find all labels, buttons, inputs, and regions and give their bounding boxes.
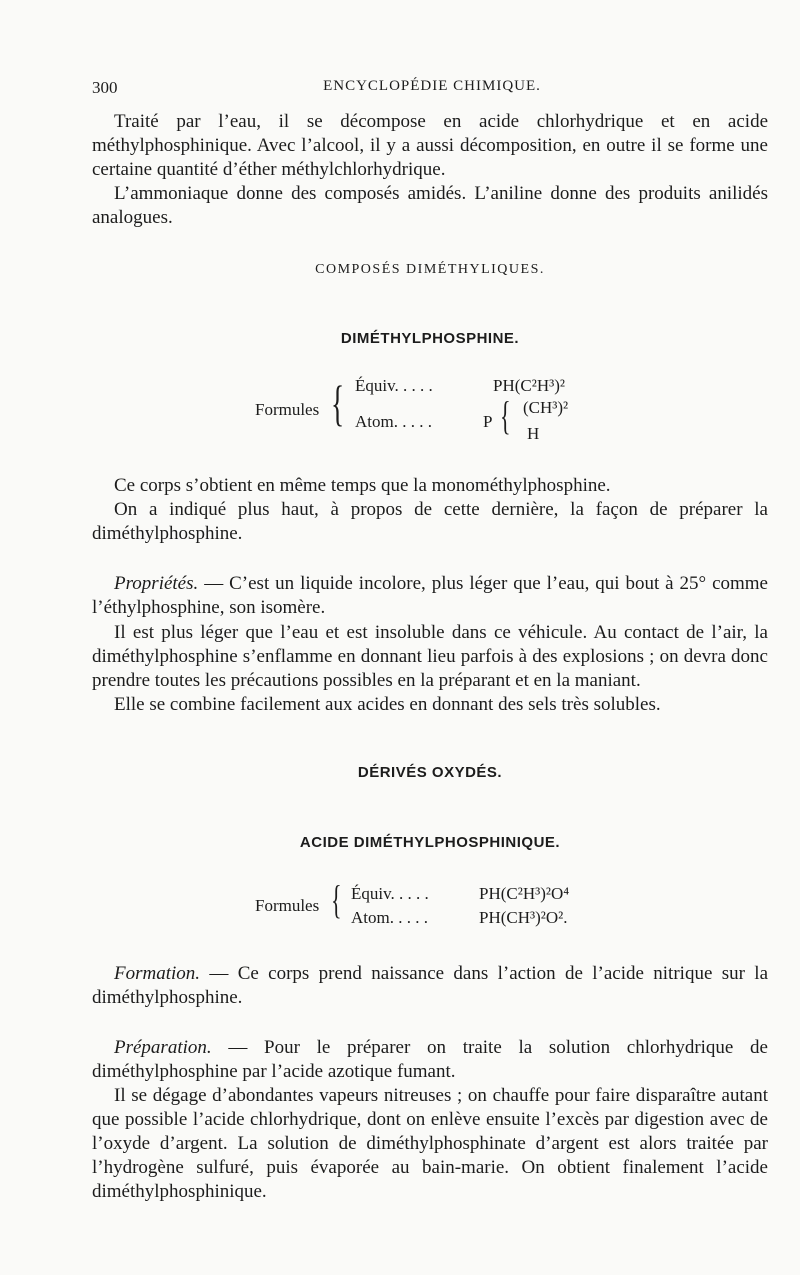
atom-label: Atom. . . . . xyxy=(355,412,432,431)
acid-atom-label: Atom. . . . . xyxy=(351,908,428,927)
compound-title-dimethylphosphine: DIMÉTHYLPHOSPHINE. xyxy=(340,330,520,347)
dimethylphosphine-paragraph-2: On a indiqué plus haut, à propos de cette dernière, la façon de préparer la diméthylphosphine. xyxy=(92,499,768,544)
left-brace-icon: { xyxy=(331,375,345,431)
running-header xyxy=(92,78,772,100)
acid-left-brace-icon: { xyxy=(331,877,342,922)
formula-block-dimethylphosphine xyxy=(255,372,595,452)
atom-group-methyl: (CH³)² xyxy=(523,398,569,417)
acid-formulas-label: Formules xyxy=(255,896,320,915)
compound-title-acid: ACIDE DIMÉTHYLPHOSPHINIQUE. xyxy=(299,834,561,851)
formation-text: — Ce corps prend naissance dans l’action de l’acide nitrique sur la diméthylphosphine. xyxy=(92,963,768,1008)
atom-p: P xyxy=(483,412,493,431)
properties-paragraph xyxy=(92,572,768,620)
intro-paragraph-1: Traité par l’eau, il se décompose en acide chlorhydrique et en acide méthylphosphinique. Avec l’alcool, il y a aussi décomposition, en outre il se forme une certaine quantité d’éther méthylchlorhydrique. xyxy=(92,111,768,180)
page-number: 300 xyxy=(92,78,118,97)
preparation-label: Préparation. xyxy=(114,1037,212,1058)
dimethylphosphine-paragraph-5: Elle se combine facilement aux acides en donnant des sels très solubles. xyxy=(114,694,661,715)
properties-text: — C’est un liquide incolore, plus léger que l’eau, qui bout à 25° comme l’éthylphosphine, son isomère. xyxy=(92,573,768,618)
formation-label: Formation. xyxy=(114,963,201,984)
formula-block-acid xyxy=(255,877,595,936)
formulas-label: Formules xyxy=(255,400,320,419)
acid-atom-formula: PH(CH³)²O². xyxy=(479,908,568,927)
preparation-text: — Pour le préparer on traite la solution chlorhydrique de diméthylphosphine par l’acide azotique fumant. xyxy=(92,1037,768,1082)
preparation-paragraph xyxy=(92,1036,768,1084)
intro-paragraph-2: L’ammoniaque donne des composés amidés. L’aniline donne des produits anilidés analogues. xyxy=(92,183,768,228)
section-title: COMPOSÉS DIMÉTHYLIQUES. xyxy=(315,262,545,277)
equiv-formula: PH(C²H³)² xyxy=(493,376,565,395)
formation-paragraph xyxy=(92,962,768,1010)
acid-paragraph-3: Il se dégage d’abondantes vapeurs nitreuses ; on chauffe pour faire disparaître autant que possible l’acide chlorhydrique, dont on enlève ensuite l’excès par digestion avec de l’oxyde d’argent. La solution de diméthylphosphinate d’argent est alors traitée par l’hydrogène sulfuré, puis évaporée au bain-marie. On obtient finalement l’acide diméthylphosphinique. xyxy=(92,1085,768,1202)
acid-equiv-formula: PH(C²H³)²O⁴ xyxy=(479,884,570,903)
small-brace-icon: { xyxy=(500,393,511,438)
dimethylphosphine-paragraph-1: Ce corps s’obtient en même temps que la monométhylphosphine. xyxy=(114,475,611,496)
dimethylphosphine-paragraph-4: Il est plus léger que l’eau et est insoluble dans ce véhicule. Au contact de l’air, la diméthylphosphine s’enflamme en donnant lieu parfois à des explosions ; on devra donc prendre toutes les précautions possibles en la préparant et en la maniant. xyxy=(92,622,768,691)
atom-group-hydrogen: H xyxy=(527,424,540,443)
derives-title: DÉRIVÉS OXYDÉS. xyxy=(357,764,503,781)
equiv-label: Équiv. . . . . xyxy=(355,376,433,395)
running-title: ENCYCLOPÉDIE CHIMIQUE. xyxy=(323,78,541,94)
properties-label: Propriétés. xyxy=(114,573,199,594)
acid-equiv-label: Équiv. . . . . xyxy=(351,884,429,903)
